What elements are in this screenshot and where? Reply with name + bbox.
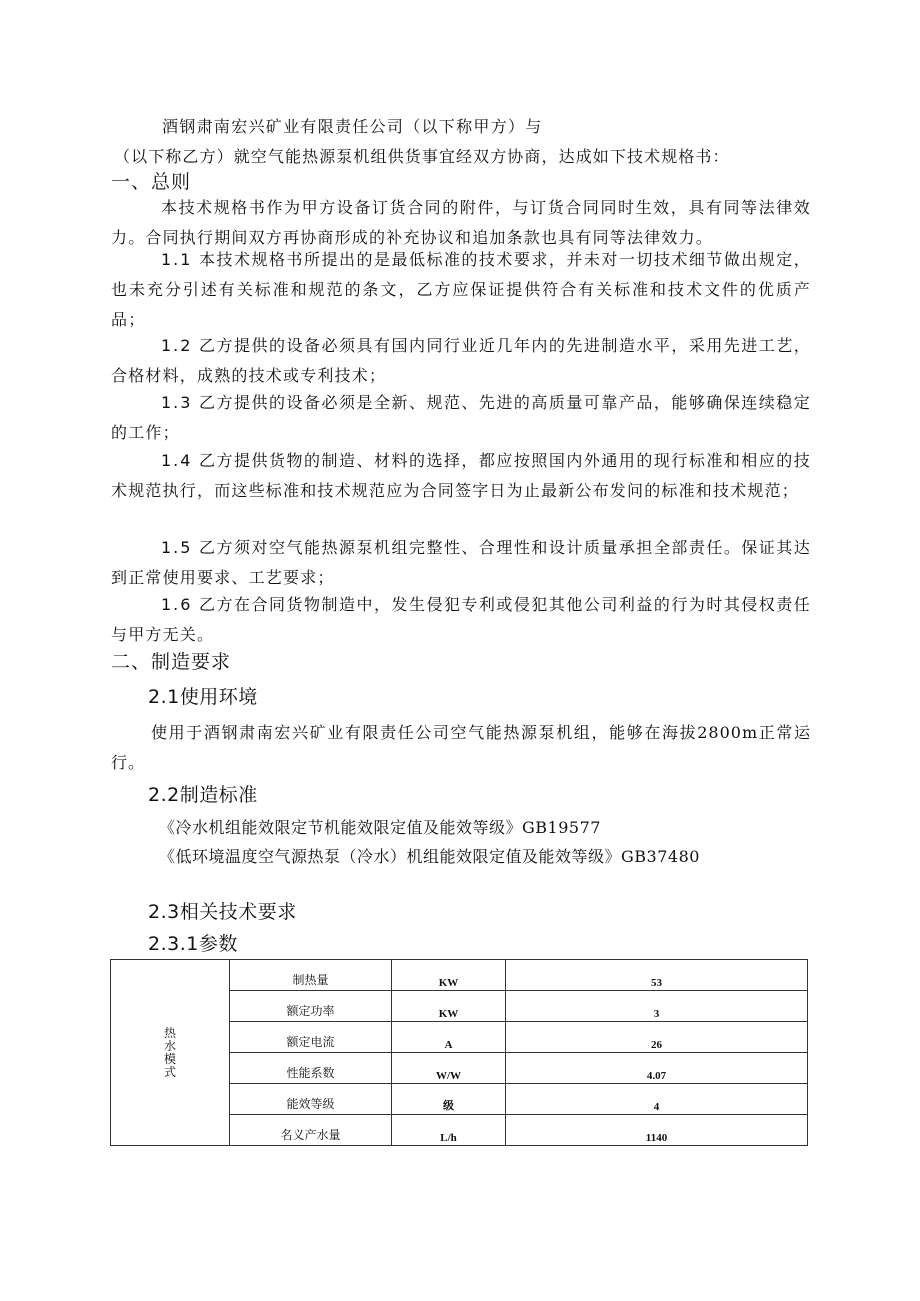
- clause-1-2: [111, 331, 811, 391]
- clause-number: 1.1: [161, 250, 193, 269]
- clause-text: 乙方在合同货物制造中，发生侵犯专利或侵犯其他公司利益的行为时其侵权责任与甲方无关。: [111, 595, 811, 644]
- clause-1-6: [111, 590, 811, 650]
- mode-label: 热水模式: [163, 1025, 176, 1079]
- param-value: 4.07: [506, 1053, 808, 1084]
- clause-text: 乙方提供的设备必须具有国内同行业近几年内的先进制造水平，采用先进工艺，合格材料，成熟的技术或专利技术；: [111, 336, 811, 385]
- section-1-intro-paragraph: 本技术规格书作为甲方设备订货合同的附件，与订货合同同时生效，具有同等法律效力。合同执行期间双方再协商形成的补充协议和追加条款也具有同等法律效力。: [111, 198, 811, 247]
- param-name: 额定功率: [230, 991, 392, 1022]
- standard-item-1: 《冷水机组能效限定节机能效限定值及能效等级》GB19577: [159, 818, 601, 837]
- param-name: 性能系数: [230, 1053, 392, 1084]
- param-value: 53: [506, 960, 808, 991]
- clause-text: 乙方须对空气能热源泵机组完整性、合理性和设计质量承担全部责任。保证其达到正常使用要求、工艺要求；: [111, 538, 811, 587]
- clause-1-4: [111, 446, 811, 506]
- clause-text: 乙方提供货物的制造、材料的选择，都应按照国内外通用的现行标准和相应的技术规范执行，而这些标准和技术规范应为合同签字日为止最新公布发问的标准和技术规范；: [111, 451, 811, 500]
- parameter-table: [110, 959, 808, 1146]
- param-name: 名义产水量: [230, 1115, 392, 1146]
- clause-number: 1.6: [161, 595, 193, 614]
- intro-line-1: 酒钢肃南宏兴矿业有限责任公司（以下称甲方）与: [162, 117, 543, 136]
- param-unit: 级: [392, 1084, 506, 1115]
- table-row: [111, 960, 808, 991]
- param-value: 26: [506, 1022, 808, 1053]
- standard-item-2: 《低环境温度空气源热泵（冷水）机组能效限定值及能效等级》GB37480: [159, 847, 700, 866]
- mode-label-cell: [111, 960, 230, 1146]
- intro-line-2: （以下称乙方）就空气能热源泵机组供货事宜经双方协商，达成如下技术规格书：: [114, 147, 730, 166]
- section-2-heading: 二、制造要求: [111, 651, 232, 673]
- subsection-2-2-heading: 2.2制造标准: [148, 784, 258, 806]
- clause-1-1: [111, 245, 811, 335]
- clause-text: 本技术规格书所提出的是最低标准的技术要求，并未对一切技术细节做出规定，也未充分引述有关标准和规范的条文，乙方应保证提供符合有关标准和技术文件的优质产品；: [111, 250, 811, 329]
- clause-number: 1.4: [161, 451, 193, 470]
- subsection-2-3-1-heading: 2.3.1参数: [148, 933, 238, 955]
- param-unit: KW: [392, 991, 506, 1022]
- param-name: 制热量: [230, 960, 392, 991]
- param-unit: A: [392, 1022, 506, 1053]
- param-value: 3: [506, 991, 808, 1022]
- environment-paragraph: 使用于酒钢肃南宏兴矿业有限责任公司空气能热源泵机组，能够在海拔2800m正常运行。: [111, 723, 811, 772]
- clause-1-3: [111, 388, 811, 448]
- clause-number: 1.3: [161, 393, 193, 412]
- clause-number: 1.2: [161, 336, 193, 355]
- section-1-heading: 一、总则: [111, 171, 192, 193]
- subsection-2-3-heading: 2.3相关技术要求: [148, 901, 297, 923]
- param-unit: KW: [392, 960, 506, 991]
- param-name: 能效等级: [230, 1084, 392, 1115]
- subsection-2-1-heading: 2.1使用环境: [148, 686, 258, 708]
- clause-1-5: [111, 533, 811, 593]
- param-unit: L/h: [392, 1115, 506, 1146]
- param-value: 4: [506, 1084, 808, 1115]
- param-name: 额定电流: [230, 1022, 392, 1053]
- clause-number: 1.5: [161, 538, 193, 557]
- param-unit: W/W: [392, 1053, 506, 1084]
- clause-text: 乙方提供的设备必须是全新、规范、先进的高质量可靠产品，能够确保连续稳定的工作；: [111, 393, 811, 442]
- param-value: 1140: [506, 1115, 808, 1146]
